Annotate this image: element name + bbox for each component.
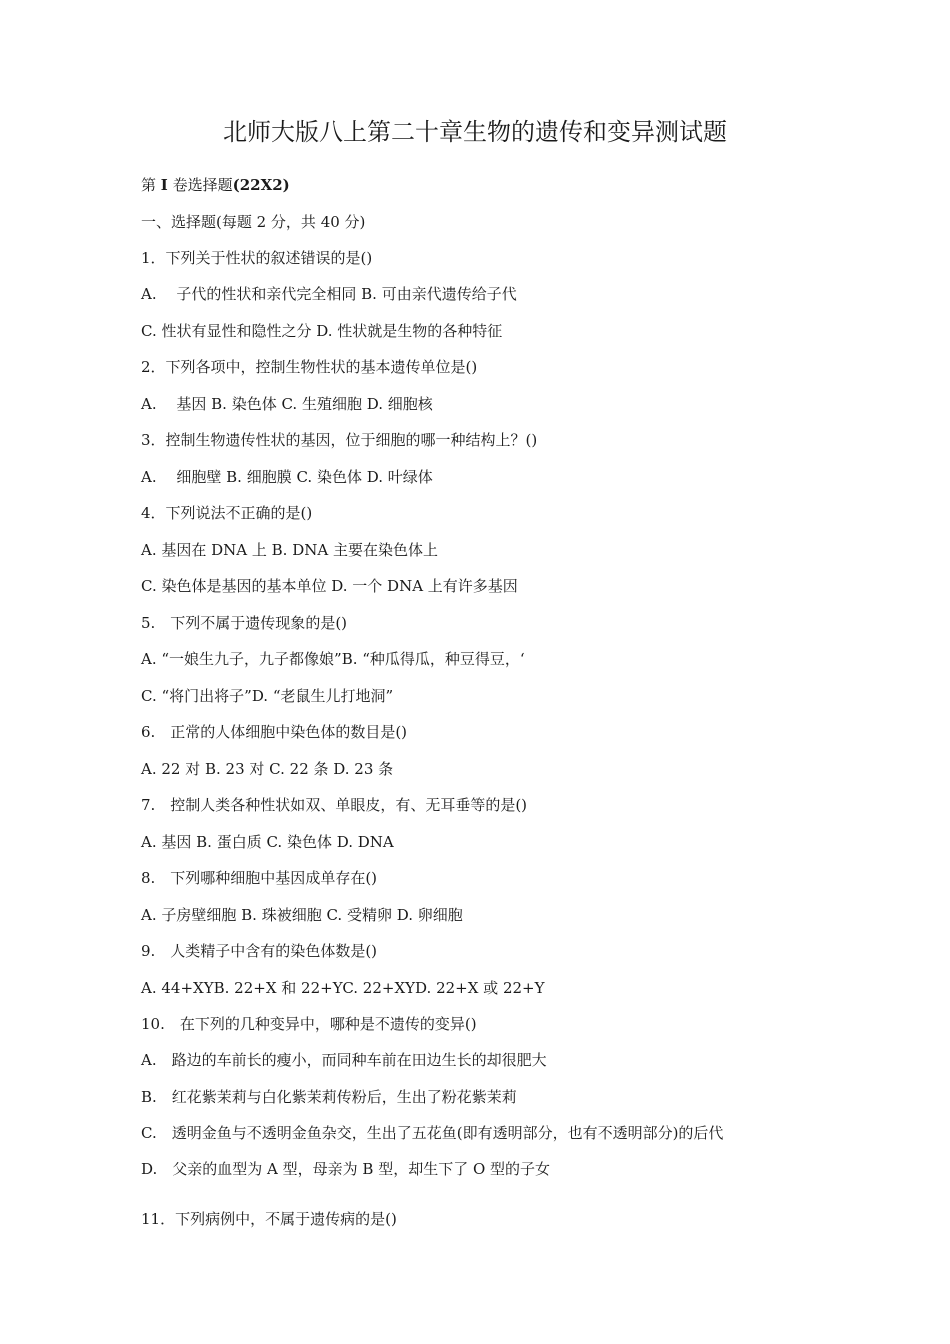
question-1-options-cd: C. 性状有显性和隐性之分 D. 性状就是生物的各种特征 [141, 322, 503, 340]
question-10-option-b: B. 红花紫茉莉与白化紫茉莉传粉后，生出了粉花紫茉莉 [141, 1088, 517, 1106]
section-heading-text: 第 I 卷选择题(22X2) [141, 176, 290, 194]
question-7: 7. 控制人类各种性状如双、单眼皮，有、无耳垂等的是() [141, 796, 528, 814]
question-5: 5. 下列不属于遗传现象的是() [141, 614, 348, 632]
question-2: 2．下列各项中，控制生物性状的基本遗传单位是() [141, 358, 478, 376]
question-9: 9. 人类精子中含有的染色体数是() [141, 942, 378, 960]
question-8-options: A. 子房壁细胞 B. 珠被细胞 C. 受精卵 D. 卵细胞 [141, 906, 463, 924]
question-10-option-a: A. 路边的车前长的瘦小，而同种车前在田边生长的却很肥大 [141, 1051, 547, 1069]
question-1: 1．下列关于性状的叙述错误的是() [141, 249, 373, 267]
question-1-options-ab: A. 子代的性状和亲代完全相同 B. 可由亲代遗传给子代 [141, 285, 517, 303]
question-4: 4．下列说法不正确的是() [141, 504, 313, 522]
document-title: 北师大版八上第二十章生物的遗传和变异测试题 [223, 118, 727, 146]
part-heading: 一、选择题(每题 2 分，共 40 分) [141, 213, 366, 231]
question-10-option-d: D. 父亲的血型为 A 型，母亲为 B 型，却生下了 O 型的子女 [141, 1160, 551, 1178]
question-11: 11．下列病例中，不属于遗传病的是() [141, 1210, 397, 1228]
question-2-options: A. 基因 B. 染色体 C. 生殖细胞 D. 细胞核 [141, 395, 433, 413]
question-7-options: A. 基因 B. 蛋白质 C. 染色体 D. DNA [141, 833, 394, 851]
question-6: 6. 正常的人体细胞中染色体的数目是() [141, 723, 408, 741]
question-3-options: A. 细胞壁 B. 细胞膜 C. 染色体 D. 叶绿体 [141, 468, 433, 486]
question-4-options-ab: A. 基因在 DNA 上 B. DNA 主要在染色体上 [141, 541, 438, 559]
question-3: 3．控制生物遗传性状的基因，位于细胞的哪一种结构上？() [141, 431, 538, 449]
question-8: 8. 下列哪种细胞中基因成单存在() [141, 869, 378, 887]
question-9-options: A. 44+XYB. 22+X 和 22+YC. 22+XYD. 22+X 或 22+Y [141, 979, 545, 997]
question-5-options-cd: C. “将门出将子”D. “老鼠生儿打地洞” [141, 687, 394, 705]
question-5-options-ab: A. “一娘生九子，九子都像娘”B. “种瓜得瓜，种豆得豆，‘ [141, 650, 525, 668]
section-heading [141, 175, 290, 195]
question-4-options-cd: C. 染色体是基因的基本单位 D. 一个 DNA 上有许多基因 [141, 577, 518, 595]
question-10: 10. 在下列的几种变异中，哪种是不遗传的变异() [141, 1015, 477, 1033]
question-6-options: A. 22 对 B. 23 对 C. 22 条 D. 23 条 [141, 760, 394, 778]
question-10-option-c: C. 透明金鱼与不透明金鱼杂交，生出了五花鱼(即有透明部分，也有不透明部分)的后代 [141, 1124, 724, 1142]
